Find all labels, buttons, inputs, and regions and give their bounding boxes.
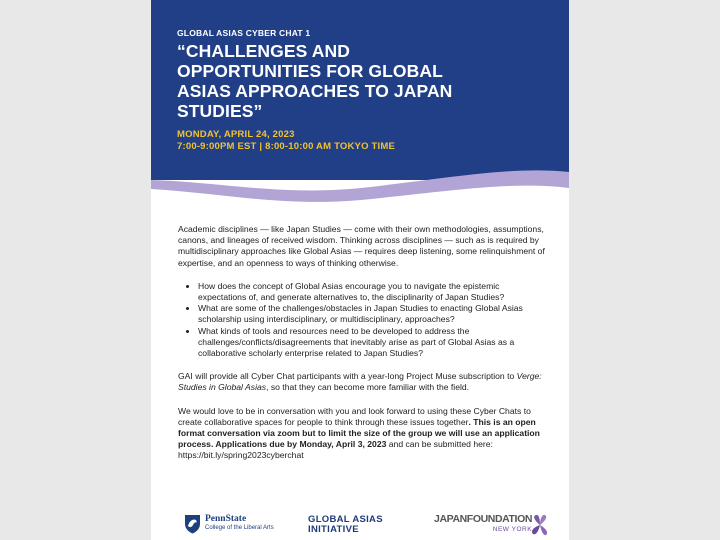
nittany-lion-shield-icon [184, 514, 201, 534]
submission-link-text[interactable]: and can be submitted here: https://bit.ly/spring2023cyberchat [178, 439, 493, 461]
body-text [178, 224, 546, 474]
series-label: GLOBAL ASIAS CYBER CHAT 1 [177, 28, 311, 38]
title-line: STUDIES” [177, 101, 263, 121]
intro-paragraph: Academic disciplines — like Japan Studies — come with their own methodologies, assumptions, canons, and lineages of received wisdom. Thinking across disciplines — such as is required by multidisciplinary approaches like Global Asias — requires deep listening, some relinquishment of expertise, and an openness to ways of thinking otherwise. [178, 224, 545, 268]
closing-text: We would love to be in conversation with you and look forward to using these Cyber Chats to create collaborative spaces for people to think through these issues together [178, 405, 531, 427]
title-line: ASIAS APPROACHES TO JAPAN [177, 81, 453, 101]
subscription-paragraph [178, 371, 546, 393]
global-asias-initiative-logo [308, 515, 383, 534]
closing-paragraph [178, 406, 546, 462]
jf-name: JAPANFOUNDATION [434, 513, 533, 525]
event-title [177, 41, 547, 121]
header-banner [151, 0, 569, 215]
date-line: MONDAY, APRIL 24, 2023 [177, 129, 295, 140]
question-item: • How does the concept of Global Asias encourage you to navigate the epistemic expectations of, and generate alternatives to, the disciplinarity of Japan Studies? [198, 281, 546, 303]
subscription-text-end: , so that they can become more familiar with the field. [266, 382, 470, 393]
japan-foundation-logo [434, 513, 532, 533]
title-line: “CHALLENGES AND [177, 41, 350, 61]
jf-city: NEW YORK [492, 526, 533, 533]
application-notice: This is an open format conversation via zoom but to limit the size of the group we will use an application process. Applications due by Monday, April 3, 2023 [178, 416, 540, 450]
subscription-text: GAI will provide all Cyber Chat participants with a year-long Project Muse subscription to [178, 371, 517, 382]
gai-line1: GLOBAL ASIAS [308, 514, 383, 525]
pennstate-college: College of the Liberal Arts [205, 525, 274, 531]
journal-title: Verge: Studies in Global Asias [178, 371, 542, 393]
question-list [178, 281, 546, 359]
closing-dot: . [468, 416, 471, 427]
time-line: 7:00-9:00PM EST | 8:00-10:00 AM TOKYO TIME [177, 141, 396, 152]
pennstate-logo [184, 514, 274, 534]
question-item: • What kinds of tools and resources need to be developed to address the challenges/conflicts/disagreements that inevitably arise as part of Global Asias as a collaborative scholarly enterprise related to Japan Studies? [198, 326, 546, 360]
event-date [177, 129, 547, 153]
pennstate-name: PennState [205, 514, 247, 524]
flyer-page [151, 0, 569, 540]
flower-icon [529, 513, 551, 537]
question-item: • What are some of the challenges/obstacles in Japan Studies to enacting Global Asias scholarship using interdisciplinary, or multidisciplinary, approaches? [198, 303, 546, 325]
title-line: OPPORTUNITIES FOR GLOBAL [177, 61, 443, 81]
gai-line2: INITIATIVE [308, 523, 359, 535]
footer-logos [151, 508, 569, 540]
